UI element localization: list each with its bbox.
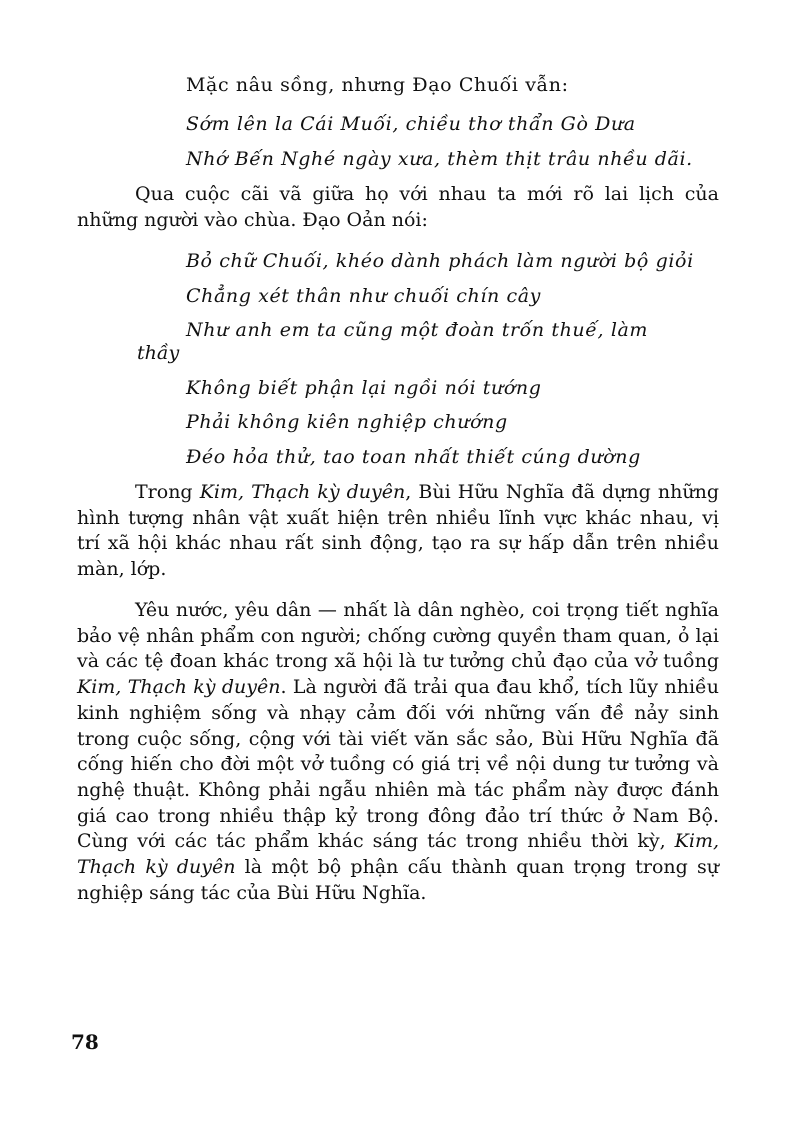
page-number: 78 (71, 1030, 99, 1054)
paragraph-text: . Là người đã trải qua đau khổ, tích lũy nhiều kinh nghiệm sống và nhạy cảm đối với những vấn đề nảy sinh trong cuộc sống, cộng với tài viết văn sắc sảo, Bùi Hữu Nghĩa đã cống hiến cho đời một vở tuồng có giá trị về nội dung tư tưởng và nghệ thuật. Không phải ngẫu nhiên mà tác phẩm này được đánh giá cao trong nhiều thập kỷ trong đông đảo trí thức ở Nam Bộ. Cùng với các tác phẩm khác sáng tác trong nhiều thời kỳ, (77, 676, 719, 853)
verse-line: Sớm lên la Cái Muối, chiều thơ thẩn Gò Dưa (186, 113, 636, 135)
work-title: Kim, Thạch kỳ duyên (77, 830, 719, 879)
paragraph-text: Trong (135, 481, 200, 503)
work-title: Kim, Thạch kỳ duyên (77, 676, 281, 699)
verse-line-intro: Mặc nâu sồng, nhưng Đạo Chuối vẫn: (186, 74, 569, 96)
paragraph (77, 598, 719, 906)
paragraph-text: Qua cuộc cãi vã giữa họ với nhau ta mới rõ lai lịch của những người vào chùa. Đạo Oản nói: (77, 183, 719, 231)
verse-line: Phải không kiên nghiệp chướng (186, 411, 508, 433)
verse-line: Nhớ Bến Nghé ngày xưa, thèm thịt trâu nhều dãi. (186, 148, 693, 170)
paragraph-text: là một bộ phận cấu thành quan trọng trong sự nghiệp sáng tác của Bùi Hữu Nghĩa. (77, 856, 720, 904)
paragraph-text: Yêu nước, yêu dân — nhất là dân nghèo, coi trọng tiết nghĩa bảo vệ nhân phẩm con người; chống cường quyền tham quan, ỏ lại và các tệ đoan khác trong xã hội là tư tưởng chủ đạo của vở tuồng (77, 599, 719, 673)
paragraph (77, 480, 719, 583)
verse-line: Như anh em ta cũng một đoàn trốn thuế, làm (186, 319, 649, 341)
verse-line: Bỏ chữ Chuối, khéo dành phách làm người bộ giỏi (186, 250, 694, 272)
verse-line: Không biết phận lại ngồi nói tướng (186, 377, 542, 399)
verse-line: Chẳng xét thân như chuối chín cây (186, 285, 541, 307)
verse-line: Đéo hỏa thử, tao toan nhất thiết cúng dường (186, 446, 641, 468)
work-title: Kim, Thạch kỳ duyên (199, 481, 406, 503)
paragraph (77, 182, 719, 233)
paragraph-text: , Bùi Hữu Nghĩa đã dựng những hình tượng nhân vật xuất hiện trên nhiều lĩnh vực khác nhau, vị trí xã hội khác nhau rất sinh động, tạo ra sự hấp dẫn trên nhiều màn, lớp. (77, 481, 719, 581)
verse-line-continuation: thầy (137, 342, 180, 364)
